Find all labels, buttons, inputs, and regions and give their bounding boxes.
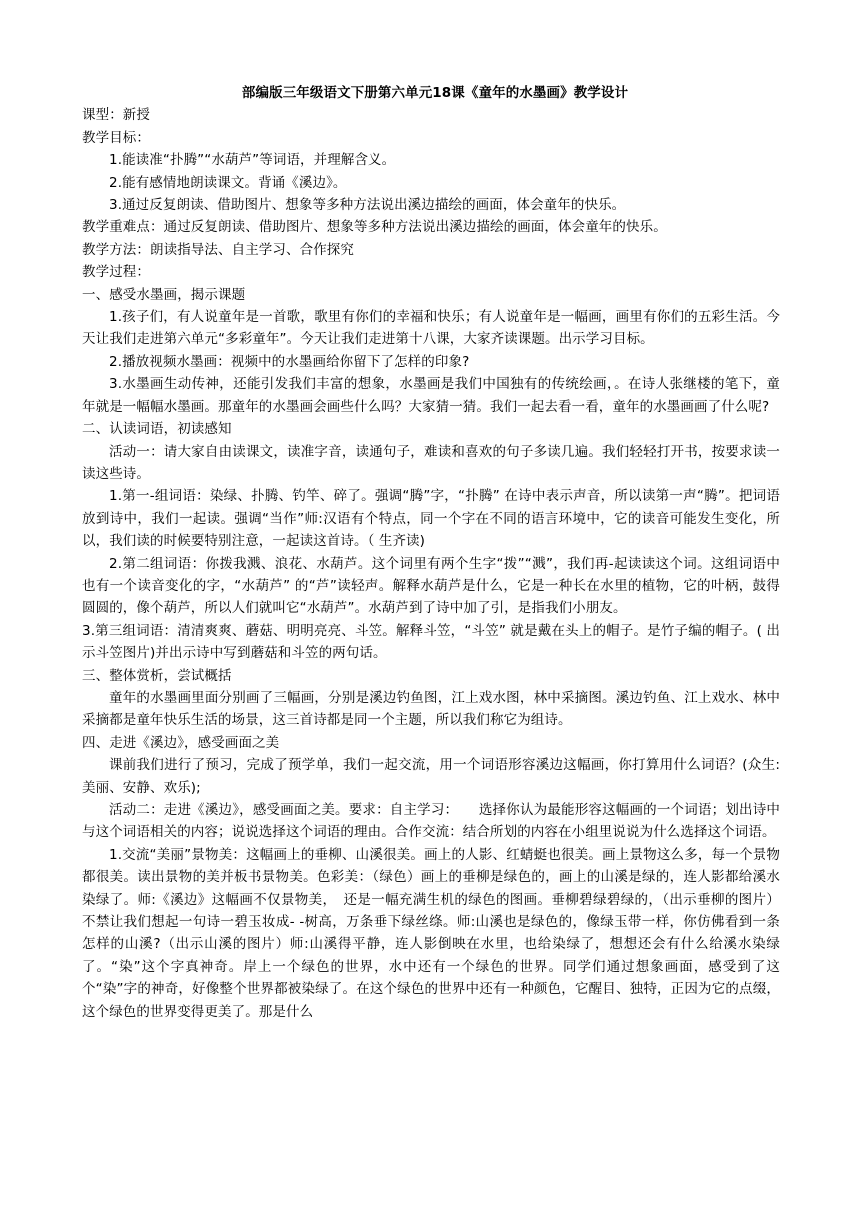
paragraph: 教学方法：朗读指导法、自主学习、合作探究 [82, 241, 354, 258]
paragraph: 课型：新授 [82, 107, 150, 124]
paragraph: 1.第一-组词语：染绿、扑腾、钓竿、碎了。强调“腾”字，“扑腾” 在诗中表示声音，所以读第一声“腾”。把词语放到诗中，我们一起读。强调“当作”师:汉语有个特点，同一个字在不同的语言环境中，它的读音可能发生变化，所以，我们读的时候要特别注意，一起读这首诗。（ 生齐读) [82, 488, 780, 550]
paragraph: 1.能读准“扑腾”“水葫芦”等词语，并理解含义。 [109, 152, 396, 169]
paragraph: 2.播放视频水墨画：视频中的水墨画给你留下了怎样的印象? [109, 353, 470, 370]
paragraph: 三、整体赏析，尝试概括 [82, 667, 232, 684]
paragraph: 1.交流“美丽”景物美：这幅画上的垂柳、山溪很美。画上的人影、红蜻蜓也很美。画上景物这么多，每一个景物都很美。读出景物的美并板书景物美。色彩美：（绿色）画上的垂柳是绿色的，画上的山溪是绿的，连人影都给溪水染绿了。师:《溪边》这幅画不仅景物美， 还是一幅充满生机的绿色的图画。垂柳碧绿碧绿的，（出示垂柳的图片）不禁让我们想起一句诗一碧玉妆成- -树高，万条垂下绿丝绦。师:山溪也是绿色的，像绿玉带一样，你仿佛看到一条怎样的山溪?（出示山溪的图片）师:山溪得平静，连人影倒映在水里，也给染绿了，想想还会有什么给溪水染绿了。“染”这个字真神奇。岸上一个绿色的世界，水中还有一个绿色的世界。同学们通过想象画面，感受到了这个“染”字的神奇，好像整个世界都被染绿了。在这个绿色的世界中还有一种颜色，它醒目、独特，正因为它的点缀，这个绿色的世界变得更美了。那是什么 [82, 846, 780, 1020]
paragraph: 一、感受水墨画，揭示课题 [82, 286, 246, 303]
document-body [82, 82, 780, 1023]
document-title: 部编版三年级语文下册第六单元18课《童年的水墨画》教学设计 [241, 85, 629, 101]
paragraph: 活动二：走进《溪边》，感受画面之美。要求：自主学习： 选择你认为最能形容这幅画的一个词语；划出诗中与这个词语相关的内容；说说选择这个词语的理由。合作交流：结合所划的内容在小组里说说为什么选择这个词语。 [82, 802, 780, 841]
paragraph: 3.通过反复朗读、借助图片、想象等多种方法说出溪边描绘的画面，体会童年的快乐。 [109, 197, 626, 214]
paragraph: 课前我们进行了预习，完成了预学单，我们一起交流，用一个词语形容溪边这幅画，你打算用什么词语？(众生:美丽、安静、欢乐); [82, 757, 780, 796]
paragraph: 四、走进《溪边》，感受画面之美 [82, 734, 280, 751]
paragraph: 二、认读词语，初读感知 [82, 421, 232, 438]
paragraph: 童年的水墨画里面分别画了三幅画，分别是溪边钓鱼图，江上戏水图，林中采摘图。溪边钓鱼、江上戏水、林中采摘都是童年快乐生活的场景，这三首诗都是同一个主题，所以我们称它为组诗。 [82, 689, 780, 729]
document-paragraphs [82, 104, 780, 1023]
paragraph: 2.能有感情地朗读课文。背诵《溪边》。 [109, 174, 347, 191]
paragraph: 3.第三组词语：清清爽爽、蘑菇、明明亮亮、斗笠。解释斗笠，“斗笠” 就是戴在头上的帽子。是竹子编的帽子。( 出示斗笠图片)并出示诗中写到蘑菇和斗笠的两句话。 [82, 622, 780, 662]
paragraph: 3.水墨画生动传神，还能引发我们丰富的想象，水墨画是我们中国独有的传统绘画，。在诗人张继楼的笔下，童年就是一幅幅水墨画。那童年的水墨画会画些什么吗？大家猜一猜。我们一起去看一看，童年的水墨画画了什么呢? [82, 376, 780, 415]
paragraph: 教学目标： [82, 129, 150, 146]
paragraph: 2.第二组词语：你拨我溅、浪花、水葫芦。这个词里有两个生字“拨”“溅”，我们再-起读读这个词。这组词语中也有一个读音变化的字，“水葫芦” 的“芦”读轻声。解释水葫芦是什么，它是一种长在水里的植物，它的叶柄，鼓得圆圆的，像个葫芦，所以人们就叫它“水葫芦”。水葫芦到了诗中加了引，是指我们小朋友。 [82, 555, 780, 617]
paragraph: 教学重难点：通过反复朗读、借助图片、想象等多种方法说出溪边描绘的画面，体会童年的快乐。 [82, 219, 667, 236]
paragraph: 1.孩子们，有人说童年是一首歌，歌里有你们的幸福和快乐；有人说童年是一幅画，画里有你们的五彩生活。今天让我们走进第六单元“多彩童年”。今天让我们走进第十八课，大家齐读课题。出示学习目标。 [82, 309, 780, 348]
paragraph: 教学过程： [82, 264, 150, 281]
paragraph: 活动一：请大家自由读课文，读准字音，读通句子，难读和喜欢的句子多读几遍。我们轻轻打开书，按要求读一读这些诗。 [82, 443, 780, 482]
